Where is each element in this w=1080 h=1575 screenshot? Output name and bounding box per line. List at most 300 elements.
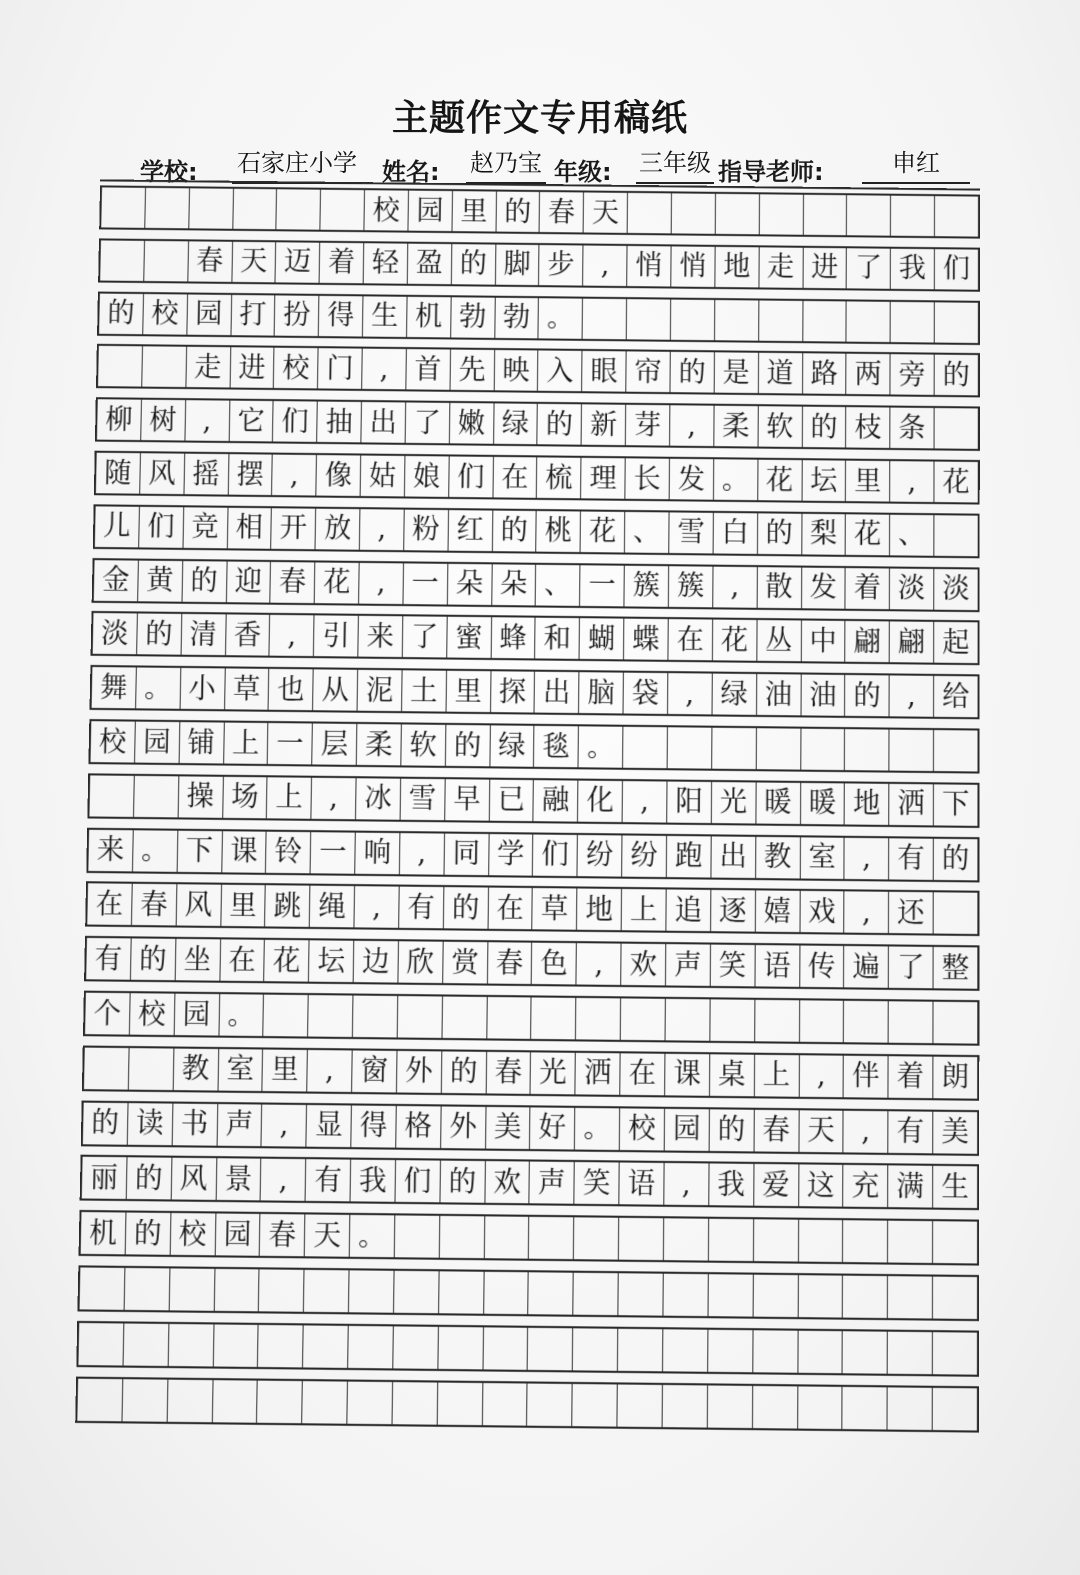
grid-cell: , <box>845 892 890 934</box>
grid-cell: 暖 <box>756 782 801 824</box>
grid-cell: 坛 <box>309 941 354 983</box>
grid-cell: 跑 <box>667 836 712 878</box>
grid-cell: 春 <box>271 562 316 603</box>
grid-cell: 声 <box>666 944 711 986</box>
grid-cell: 地 <box>715 247 759 288</box>
grid-cell: 的 <box>670 352 714 393</box>
grid-cell <box>167 1379 213 1422</box>
grid-cell: 袋 <box>624 673 669 714</box>
grid-cell <box>799 1000 844 1042</box>
grid-cell <box>709 1219 754 1261</box>
grid-cell: 淡 <box>890 568 934 609</box>
grid-cell: 儿 <box>95 506 140 547</box>
grid-cell <box>671 299 715 340</box>
grid-cell: 抽 <box>317 402 362 443</box>
grid-cell: 迎 <box>226 561 271 602</box>
grid-cell: 来 <box>88 829 133 871</box>
grid-cell <box>484 1272 529 1314</box>
grid-cell: 道 <box>759 353 803 394</box>
grid-row <box>77 1265 979 1321</box>
grid-cell <box>668 727 713 768</box>
grid-cell <box>189 188 234 228</box>
grid-cell <box>933 1002 977 1044</box>
grid-cell: 们 <box>139 507 184 548</box>
grid-cell: 帘 <box>626 352 670 393</box>
grid-cell <box>302 1381 348 1424</box>
grid-row <box>98 238 980 291</box>
grid-cell: 铃 <box>266 831 311 873</box>
grid-cell: 好 <box>530 1107 575 1149</box>
grid-cell: 泥 <box>358 670 403 711</box>
grid-cell <box>672 193 716 233</box>
grid-cell: 跳 <box>265 886 310 928</box>
grid-cell <box>573 1328 618 1371</box>
grid-cell <box>843 1386 888 1429</box>
grid-cell: 绳 <box>310 886 355 928</box>
grid-cell <box>398 996 443 1038</box>
grid-cell <box>574 1273 619 1315</box>
grid-cell: , <box>262 1104 307 1146</box>
grid-cell: 春 <box>132 884 177 926</box>
grid-row <box>96 344 980 398</box>
grid-cell <box>349 1270 394 1312</box>
grid-cell: 清 <box>181 614 226 655</box>
grid-cell <box>708 1385 753 1428</box>
grid-cell <box>84 1047 129 1089</box>
grid-cell: 室 <box>218 1049 263 1091</box>
grid-cell <box>753 1386 798 1429</box>
grid-cell <box>304 1270 350 1312</box>
grid-cell <box>532 997 577 1039</box>
grid-cell: 。 <box>714 459 758 500</box>
grid-cell: 柔 <box>714 406 758 447</box>
grid-cell: 的 <box>709 1109 754 1151</box>
grid-cell: 下 <box>177 830 222 872</box>
grid-cell: 。 <box>136 668 181 709</box>
grid-cell <box>233 189 278 229</box>
grid-cell: 的 <box>440 1161 485 1203</box>
grid-cell: 在 <box>488 888 533 930</box>
grid-cell: 悄 <box>627 246 671 287</box>
grid-cell <box>890 730 934 771</box>
grid-cell <box>889 1001 934 1043</box>
grid-row <box>91 611 980 665</box>
writing-grid <box>75 185 980 1447</box>
grid-cell: 在 <box>493 457 538 498</box>
grid-cell <box>934 893 978 935</box>
grid-cell: 娘 <box>405 456 450 497</box>
grid-cell <box>214 1269 260 1311</box>
grid-cell: 随 <box>96 453 141 494</box>
grid-cell: 们 <box>942 253 970 285</box>
grid-cell: 春 <box>260 1214 305 1256</box>
grid-row <box>88 719 979 773</box>
grid-cell: 扮 <box>275 295 320 336</box>
grid-cell: 窗 <box>352 1050 397 1092</box>
grid-cell: 芽 <box>626 405 670 446</box>
grid-cell: 毯 <box>534 726 579 767</box>
grid-cell <box>277 189 321 229</box>
grid-cell: 声 <box>217 1104 262 1146</box>
grid-row <box>81 1100 979 1155</box>
grid-cell: 簇 <box>669 566 714 607</box>
grid-cell: 一 <box>580 565 625 606</box>
grid-cell: 铺 <box>179 722 224 763</box>
grid-cell: 引 <box>314 616 359 657</box>
grid-cell: 欢 <box>621 944 666 986</box>
grid-cell: 。 <box>350 1215 395 1257</box>
grid-cell: 洒 <box>576 1053 621 1095</box>
grid-cell <box>392 1382 438 1425</box>
grid-cell <box>142 347 187 388</box>
grid-cell <box>212 1380 258 1423</box>
grid-cell: 放 <box>316 508 361 549</box>
grid-cell <box>528 1383 573 1426</box>
grid-cell <box>129 1048 174 1090</box>
grid-cell: 校 <box>143 294 188 335</box>
grid-cell: 课 <box>665 1054 710 1096</box>
grid-cell: 我 <box>351 1160 396 1202</box>
grid-cell: 的 <box>845 675 889 716</box>
grid-cell: 朵 <box>448 563 493 604</box>
grid-row <box>79 1210 980 1266</box>
grid-cell: 。 <box>133 830 178 872</box>
grid-cell: 有 <box>888 1111 933 1153</box>
grid-cell <box>801 729 846 770</box>
grid-cell: 校 <box>364 190 408 230</box>
grid-cell: 花 <box>942 466 970 498</box>
grid-cell: 绿 <box>490 725 535 766</box>
grid-cell <box>89 775 134 817</box>
grid-row <box>90 665 980 719</box>
name-value: 赵乃宝 <box>466 146 546 184</box>
grid-cell: 我 <box>709 1164 754 1206</box>
grid-cell: 软 <box>758 406 802 447</box>
grid-cell: 天 <box>584 192 628 232</box>
grid-cell: 地 <box>845 783 890 825</box>
grid-cell: 眼 <box>582 351 626 392</box>
grid-cell: , <box>360 509 405 550</box>
grid-row <box>87 773 979 828</box>
grid-cell: , <box>844 1110 889 1152</box>
grid-cell <box>213 1324 259 1366</box>
grid-cell <box>308 995 353 1037</box>
grid-cell: 春 <box>540 192 584 232</box>
grid-cell <box>145 188 190 228</box>
grid-row <box>93 504 980 558</box>
grid-cell: 走 <box>759 247 803 288</box>
grid-cell <box>666 999 711 1041</box>
grid-cell: 园 <box>187 294 232 335</box>
grid-cell: 春 <box>188 241 233 282</box>
grid-cell <box>710 999 755 1041</box>
grid-cell: 语 <box>619 1163 664 1205</box>
grid-cell: 走 <box>186 347 231 388</box>
grid-cell: , <box>577 943 622 985</box>
grid-cell: 也 <box>269 669 314 710</box>
grid-row <box>80 1155 979 1211</box>
grid-cell: , <box>362 349 407 390</box>
grid-cell <box>258 1325 304 1367</box>
grid-cell: 地 <box>577 889 622 931</box>
grid-cell <box>847 195 891 235</box>
grid-cell: 翩 <box>846 621 890 662</box>
grid-cell: 们 <box>533 834 578 876</box>
grid-cell: 梨 <box>802 514 846 555</box>
grid-cell: 发 <box>670 459 714 500</box>
grid-cell: 丛 <box>757 620 801 661</box>
grid-cell: , <box>890 676 934 717</box>
grid-cell <box>935 196 978 236</box>
grid-cell: 、 <box>625 512 669 553</box>
grid-cell <box>98 346 143 387</box>
grid-cell <box>664 1218 709 1260</box>
grid-cell <box>264 995 309 1037</box>
grid-cell <box>123 1323 169 1365</box>
grid-cell: 簇 <box>625 565 670 606</box>
grid-cell <box>80 1267 126 1309</box>
grid-cell: 的 <box>446 725 491 766</box>
grid-cell: 软 <box>401 724 446 765</box>
teacher-label: 指导老师: <box>718 158 824 186</box>
grid-cell: 充 <box>844 1165 889 1207</box>
school-label: 学校: <box>140 158 198 186</box>
grid-cell: 色 <box>532 943 577 985</box>
grid-cell <box>144 241 189 282</box>
grid-cell: , <box>261 1159 306 1201</box>
grid-cell: 光 <box>712 782 757 824</box>
grid-cell: 遍 <box>844 946 889 988</box>
grid-cell: 黄 <box>138 560 183 601</box>
grid-cell: 伴 <box>844 1055 889 1097</box>
grid-cell: 着 <box>889 1056 934 1098</box>
grid-cell: 洒 <box>889 784 934 826</box>
grid-cell: 机 <box>407 296 451 337</box>
grid-cell: 朗 <box>941 1061 970 1094</box>
grid-cell: 教 <box>173 1048 218 1090</box>
grid-cell: 映 <box>494 350 538 391</box>
grid-cell: 一 <box>268 723 313 764</box>
grid-cell: 出 <box>361 402 406 443</box>
school-value: 石家庄小学 <box>232 146 362 184</box>
grid-cell <box>124 1268 170 1310</box>
grid-cell: , <box>799 1055 844 1097</box>
grid-cell <box>933 1387 977 1430</box>
grid-cell <box>708 1274 753 1316</box>
grid-cell: 阳 <box>667 781 712 823</box>
grid-cell: 花 <box>315 562 360 603</box>
grid-cell: 枝 <box>846 407 890 448</box>
grid-cell: 课 <box>222 831 267 873</box>
grid-cell: 天 <box>799 1110 844 1152</box>
grid-cell <box>759 194 803 234</box>
grid-cell <box>487 997 532 1039</box>
grid-cell <box>754 1219 799 1261</box>
grid-cell: 开 <box>272 508 317 549</box>
grid-cell: 园 <box>408 191 452 231</box>
grid-cell: 里 <box>263 1049 308 1091</box>
grid-cell: 里 <box>452 191 496 231</box>
grid-cell: 景 <box>216 1159 261 1201</box>
grid-cell: , <box>312 778 357 820</box>
grid-cell: 响 <box>355 832 400 874</box>
grid-cell: 这 <box>799 1165 844 1207</box>
grid-cell <box>529 1217 574 1259</box>
grid-cell: 满 <box>888 1166 933 1208</box>
grid-cell: 摆 <box>228 454 273 495</box>
grid-cell: 园 <box>215 1214 261 1256</box>
grid-cell: 。 <box>579 726 624 767</box>
grid-cell <box>803 195 847 235</box>
grid-cell <box>101 187 146 227</box>
grid-cell: 声 <box>530 1162 575 1204</box>
grid-cell: 绿 <box>494 404 539 445</box>
grid-cell <box>935 302 978 343</box>
grid-cell: 粉 <box>404 509 449 550</box>
grid-cell: 进 <box>803 248 847 289</box>
grid-cell: 冰 <box>356 778 401 820</box>
grid-cell: 天 <box>232 242 277 283</box>
grid-cell: 了 <box>847 248 891 289</box>
grid-cell: , <box>890 461 934 502</box>
grid-cell: 进 <box>230 348 275 389</box>
grid-cell <box>483 1327 528 1370</box>
grid-cell: 风 <box>176 885 221 927</box>
grid-cell <box>348 1326 394 1369</box>
grade-value: 三年级 <box>636 146 714 184</box>
grid-cell: 逐 <box>711 890 756 932</box>
grid-cell: , <box>185 400 230 441</box>
grid-cell <box>715 300 759 341</box>
grid-cell <box>573 1384 618 1427</box>
grid-cell: 条 <box>890 408 934 449</box>
grid-cell: 舞 <box>92 667 137 708</box>
grid-cell: 有 <box>889 838 934 880</box>
grid-cell <box>843 1276 888 1318</box>
grid-cell <box>843 1220 888 1262</box>
grid-cell: 脚 <box>496 244 540 285</box>
grid-cell <box>847 301 891 342</box>
grid-cell: , <box>307 1050 352 1092</box>
grid-cell: 朵 <box>492 564 537 605</box>
grid-cell: 翩 <box>890 622 934 663</box>
grid-cell: 在 <box>87 884 132 926</box>
grid-cell: 嫩 <box>450 403 495 444</box>
name-label: 姓名: <box>382 158 440 186</box>
grid-cell: 笑 <box>575 1162 620 1204</box>
grid-cell <box>628 193 672 233</box>
grid-cell: 上 <box>224 723 269 764</box>
grid-cell: 步 <box>539 245 583 286</box>
grid-cell: 打 <box>231 295 276 336</box>
grid-cell: 草 <box>225 669 270 710</box>
grid-cell <box>353 996 398 1038</box>
grid-cell: 外 <box>397 1051 442 1093</box>
grid-cell: 戏 <box>800 891 845 933</box>
grid-cell: 坛 <box>802 460 846 501</box>
grid-cell: 雪 <box>401 779 446 821</box>
grid-cell <box>169 1268 215 1310</box>
grid-cell: 入 <box>538 351 582 392</box>
grid-cell <box>627 299 671 340</box>
grid-cell: 竞 <box>183 507 228 548</box>
grid-cell <box>798 1275 843 1317</box>
grid-cell <box>438 1327 483 1370</box>
grid-cell: , <box>845 837 890 879</box>
grid-cell <box>935 408 978 449</box>
grid-cell: 的 <box>127 1158 173 1200</box>
grid-cell <box>798 1386 843 1429</box>
grid-cell: 迈 <box>276 242 321 283</box>
grid-cell: 是 <box>714 353 758 394</box>
grid-cell: 在 <box>668 619 713 660</box>
grid-cell: 的 <box>444 887 489 929</box>
grid-row <box>75 1376 979 1432</box>
grid-cell: 门 <box>318 349 363 390</box>
grid-cell: 蝴 <box>580 619 625 660</box>
grid-cell <box>845 729 890 770</box>
grid-cell: 春 <box>486 1052 531 1094</box>
grid-cell: 的 <box>758 513 802 554</box>
grid-cell <box>888 1221 933 1263</box>
grid-cell: 长 <box>625 458 669 499</box>
grid-row <box>84 936 979 991</box>
grid-cell <box>528 1328 573 1371</box>
grid-cell <box>574 1218 619 1260</box>
grid-cell <box>663 1274 708 1316</box>
grid-cell: 蝶 <box>624 619 669 660</box>
grid-cell: 和 <box>536 618 581 659</box>
grid-cell <box>134 776 179 818</box>
grid-cell: 路 <box>803 354 847 395</box>
grid-cell <box>439 1271 484 1313</box>
grid-cell <box>576 998 621 1040</box>
grid-cell: 上 <box>622 889 667 931</box>
grid-cell: 理 <box>581 458 625 499</box>
grid-cell: 香 <box>226 615 271 656</box>
grid-cell: 土 <box>402 670 447 711</box>
grid-cell: 了 <box>403 617 448 658</box>
grid-cell: 的 <box>131 939 176 981</box>
grid-cell: 丽 <box>82 1157 128 1199</box>
grid-cell: 脑 <box>579 672 624 713</box>
grid-cell: 赏 <box>443 942 488 984</box>
grid-cell: 暖 <box>801 783 846 825</box>
grid-cell: 像 <box>317 455 362 496</box>
grid-cell: 校 <box>91 721 136 762</box>
grid-cell: 柔 <box>357 724 402 765</box>
grid-cell: 的 <box>83 1102 129 1144</box>
grid-cell: 桌 <box>710 1054 755 1096</box>
grid-cell <box>619 1273 664 1315</box>
grid-cell: 纷 <box>578 835 623 877</box>
grid-cell: 欢 <box>485 1161 530 1203</box>
grid-cell <box>755 1000 800 1042</box>
grid-cell <box>756 728 801 769</box>
grid-cell: 在 <box>620 1053 665 1095</box>
grid-cell <box>623 727 668 768</box>
grid-cell <box>798 1331 843 1374</box>
grid-cell: 旁 <box>891 355 935 396</box>
grid-cell: 它 <box>229 401 274 442</box>
grid-cell: 校 <box>130 993 175 1035</box>
grid-cell <box>663 1385 708 1428</box>
grid-cell: 油 <box>757 674 802 715</box>
grid-cell: 融 <box>534 780 579 822</box>
grid-cell: 追 <box>666 890 711 932</box>
grid-cell <box>257 1380 303 1423</box>
grid-cell: 给 <box>942 680 970 713</box>
